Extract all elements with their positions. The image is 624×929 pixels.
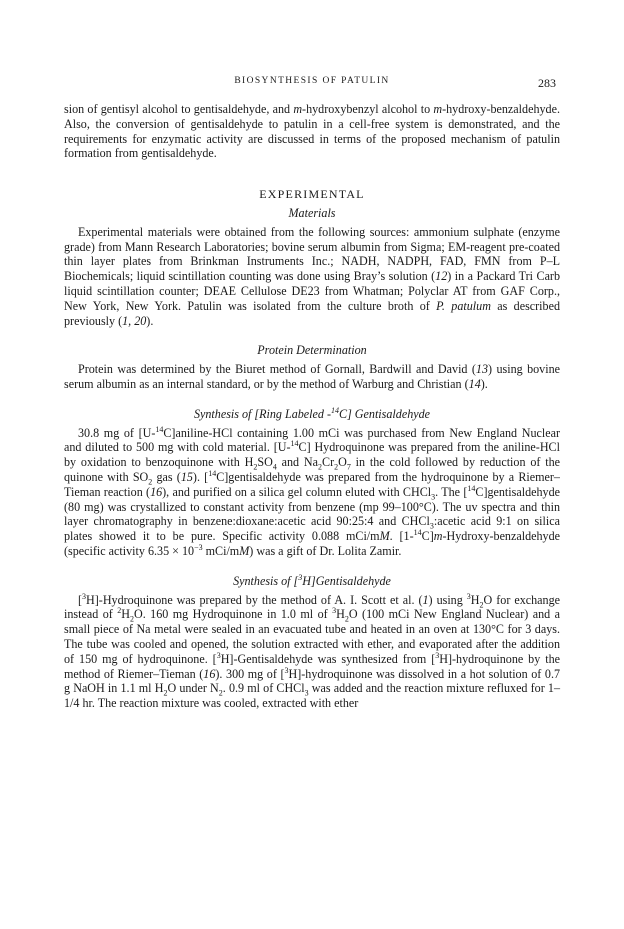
running-head — [0, 76, 624, 90]
section-heading-experimental: EXPERIMENTAL — [259, 187, 365, 202]
subsection-heading-protein: Protein Determination — [257, 343, 367, 358]
subsection-heading-synthesis-3h: Synthesis of [$^3$H]Gentisaldehyde — [233, 572, 391, 588]
subsection-heading-synthesis-14c: Synthesis of [Ring Labeled -$^{14}$C] Gentisaldehyde — [193, 405, 431, 421]
protein-paragraph: Protein was determined by the Biuret method of Gornall, Bardwill and David (13) using bovine serum albumin as an internal standard, or by the method of Warburg and Christian (14). — [64, 362, 560, 391]
body-text — [64, 102, 560, 711]
subsection-heading-materials: Materials — [288, 205, 336, 220]
synthesis-3h-paragraph: [$^3$H]-Hydroquinone was prepared by the method of A. I. Scott et al. (1) using $^3H_2O$ for exchange instead of $^2H_2O$. 160 mg Hydroquinone in 1.0 ml of $^3H_2O$ (100 mCi New England Nuclear) and a small piece of Na metal were sealed in an evacuated tube and heated in an oven at 130°C for 3 days. The tube was cooled and opened, the solution extracted with ether, and evaporated after the addition of 150 mg of hydroquinone. [$^3$H]-Gentisaldehyde was synthesized from [$^3$H]-hydroquinone by the method of Riemer–Tieman (16). 300 mg of [$^3$H]-hydroquinone was dissolved in a hot solution of 0.7 g NaOH in 1.1 ml $H_2O$ under $N_2$. 0.9 ml of CHCl$_3$ was added and the reaction mixture refluxed for 1–1/4 hr. The reaction mixture was cooled, extracted with ether — [64, 591, 561, 711]
intro-paragraph: sion of gentisyl alcohol to gentisaldehyde, and m-hydroxybenzyl alcohol to m-hydroxy-benzaldehyde. Also, the conversion of gentisaldehyde to patulin in a cell-free system is demonstrated, and the requirements for enzymatic activity are discussed in terms of the proposed mechanism of patulin formation from gentisaldehyde. — [64, 102, 560, 161]
synthesis-14c-paragraph: 30.8 mg of [U-$^{14}$C]aniline-HCl containing 1.00 mCi was purchased from New England Nuclear and diluted to 500 mg with cold material. [U-$^{14}$C] Hydroquinone was prepared from the aniline-HCl by oxidation to benzoquinone with $H_2SO_4$ and $Na_2Cr_2O_7$ in the cold followed by reduction of the quinone with $SO_2$ gas (15). [$^{14}$C]gentisaldehyde was prepared from the hydroquinone by a Riemer–Tieman reaction (16), and purified on a silica gel column eluted with CHCl$_3$. The [$^{14}$C]gentisaldehyde (80 mg) was crystallized to constant activity from benzene (mp 99–100°C). The uv spectra and thin layer chromatography in benzene:dioxane:acetic acid 90:25:4 and CHCl$_3$:acetic acid 9:1 on silica plates showed it to be pure. Specific activity 0.088 mCi/mM. [1-$^{14}$C]m-Hydroxy-benzaldehyde (specific activity $6.35 \times 10^{-3}$ mCi/mM) was a gift of Dr. Lolita Zamir. — [64, 424, 561, 558]
materials-paragraph: Experimental materials were obtained from the following sources: ammonium sulphate (enzyme grade) from Mann Research Laboratories; bovine serum albumin from Sigma; EM-reagent pre-coated thin layer plates from Brinkman Instruments Inc.; NADH, NADPH, FAD, FMN from P–L Biochemicals; liquid scintillation counting was done using Bray’s solution (12) in a Packard Tri Carb liquid scintillation counter; DEAE Cellulose DE23 from Whatman; Polyclar AT from GAF Corp., New York, New York. Patulin was isolated from the culture broth of P. patulum as described previously (1, 20). — [64, 224, 561, 328]
page-number: 283 — [538, 76, 556, 90]
running-head-title: BIOSYNTHESIS OF PATULIN — [234, 76, 390, 86]
